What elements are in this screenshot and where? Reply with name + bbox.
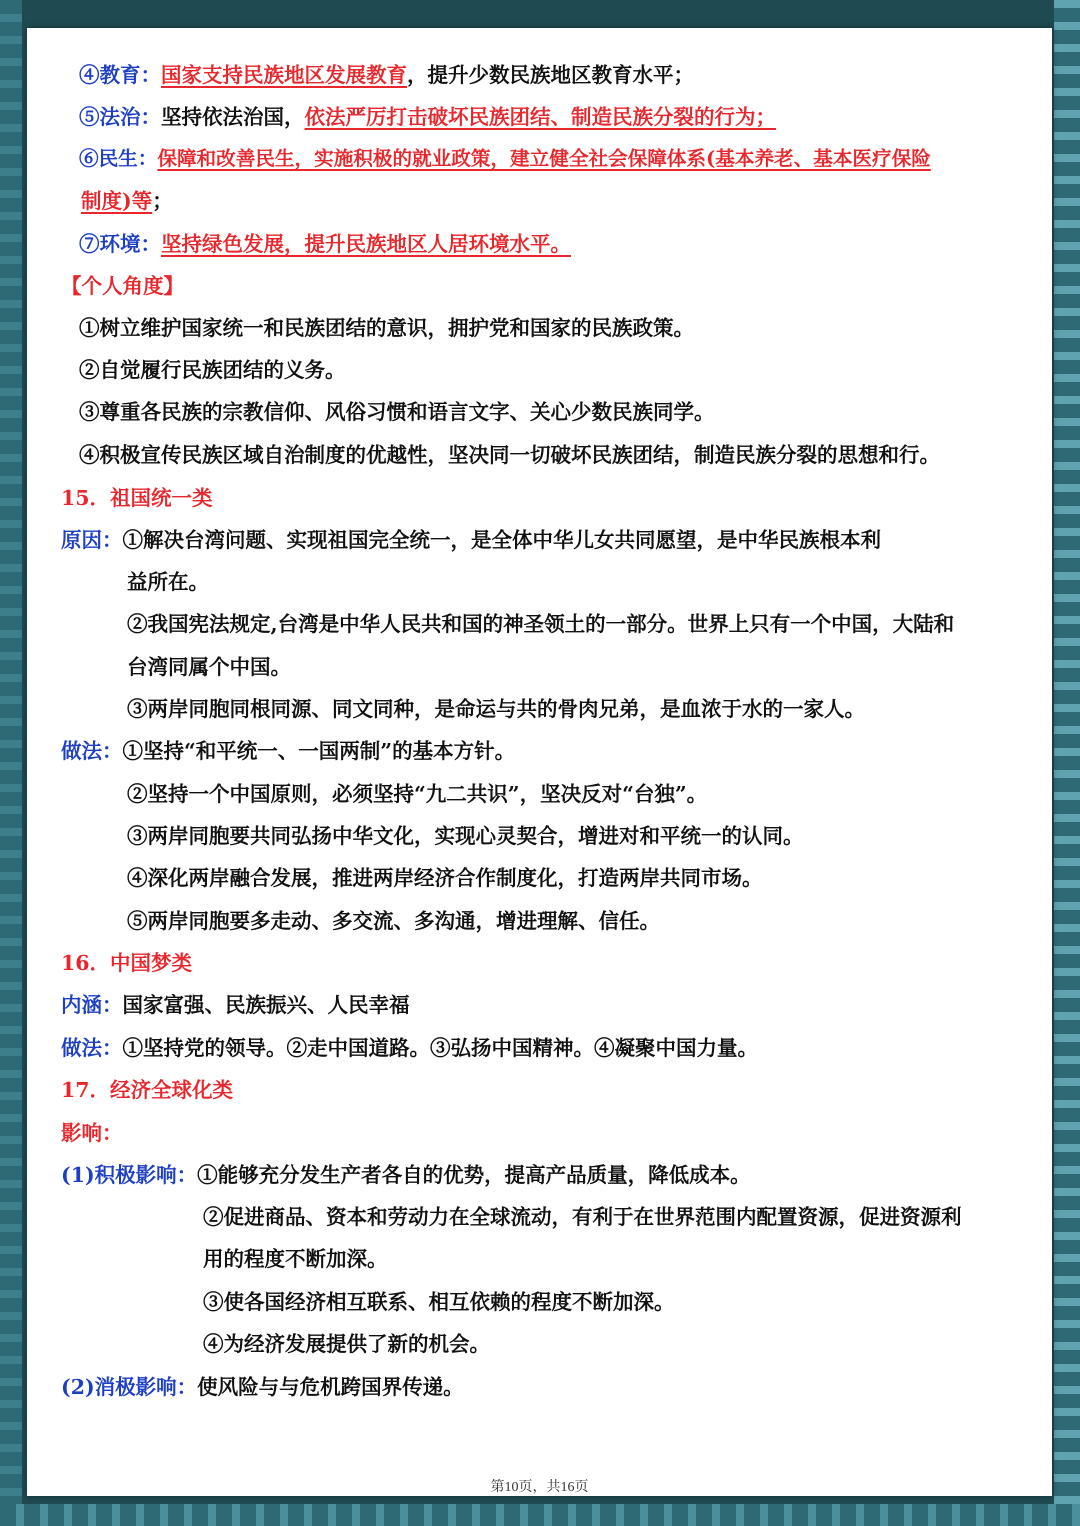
env-label: ⑦环境： bbox=[79, 232, 161, 256]
life-label: ⑥民生： bbox=[79, 147, 158, 170]
env-red-text: 坚持绿色发展，提升民族地区人居环境水平。 bbox=[161, 232, 571, 256]
life-end-text: ； bbox=[152, 189, 173, 213]
method-line-1 bbox=[61, 736, 515, 766]
dream-method-label: 做法： bbox=[61, 1036, 123, 1060]
law-label: ⑤法治： bbox=[79, 105, 161, 129]
right-frame-stripe bbox=[1054, 0, 1080, 1526]
positive-item-cont: 用的程度不断加深。 bbox=[203, 1247, 388, 1271]
negative-line bbox=[61, 1372, 464, 1402]
edu-red-text: 国家支持民族地区发展教育 bbox=[161, 63, 407, 87]
document-page bbox=[27, 28, 1052, 1496]
method-item: ④深化两岸融合发展，推进两岸经济合作制度化，打造两岸共同市场。 bbox=[127, 866, 763, 890]
method-item: ③两岸同胞要共同弘扬中华文化，实现心灵契合，增进对和平统一的认同。 bbox=[127, 824, 804, 848]
law-black-text: 坚持依法治国， bbox=[161, 105, 305, 129]
reason-1a-text: ①解决台湾问题、实现祖国完全统一，是全体中华儿女共同愿望，是中华民族根本利 bbox=[122, 528, 881, 552]
section-17-title: 17．经济全球化类 bbox=[61, 1078, 234, 1102]
life-red-text-2: 制度)等 bbox=[81, 189, 153, 213]
impact-label: 影响： bbox=[61, 1121, 123, 1145]
bottom-frame-stripe bbox=[0, 1504, 1080, 1526]
method-label: 做法： bbox=[61, 739, 123, 763]
positive-item: ①能够充分发生产者各自的优势，提高产品质量，降低成本。 bbox=[197, 1163, 751, 1187]
life-line-1 bbox=[79, 144, 931, 174]
page-number-footer: 第10页，共16页 bbox=[490, 1480, 589, 1495]
edu-label: ④教育： bbox=[79, 63, 161, 87]
life-red-text-1: 保障和改善民生，实施积极的就业政策，建立健全社会保障体系(基本养老、基本医疗保险 bbox=[157, 147, 931, 170]
negative-label: (2)消极影响： bbox=[61, 1375, 198, 1399]
method-item: ①坚持“和平统一、一国两制”的基本方针。 bbox=[122, 739, 516, 763]
reason-line-2a: ②我国宪法规定,台湾是中华人民共和国的神圣领土的一部分。世界上只有一个中国，大陆和 bbox=[127, 612, 955, 636]
reason-line-1b: 益所在。 bbox=[127, 570, 209, 594]
personal-item: ②自觉履行民族团结的义务。 bbox=[79, 358, 346, 382]
method-item: ②坚持一个中国原则，必须坚持“九二共识”，坚决反对“台独”。 bbox=[127, 782, 708, 806]
positive-item: ②促进商品、资本和劳动力在全球流动，有利于在世界范围内配置资源，促进资源利 bbox=[203, 1205, 962, 1229]
life-line-2 bbox=[81, 186, 173, 216]
reason-line-1 bbox=[61, 525, 881, 555]
reason-line-3: ③两岸同胞同根同源、同文同种，是命运与共的骨肉兄弟，是血浓于水的一家人。 bbox=[127, 697, 865, 721]
method-item: ⑤两岸同胞要多走动、多交流、多沟通，增进理解、信任。 bbox=[127, 909, 660, 933]
reason-label: 原因： bbox=[61, 528, 123, 552]
personal-item: ③尊重各民族的宗教信仰、风俗习惯和语言文字、关心少数民族同学。 bbox=[79, 400, 715, 424]
env-line bbox=[79, 229, 571, 259]
law-line bbox=[79, 102, 776, 132]
positive-item: ④为经济发展提供了新的机会。 bbox=[203, 1332, 490, 1356]
meaning-text: 国家富强、民族振兴、人民幸福 bbox=[122, 993, 410, 1017]
left-frame-stripe bbox=[0, 0, 22, 1526]
meaning-label: 内涵： bbox=[61, 993, 123, 1017]
negative-text: 使风险与与危机跨国界传递。 bbox=[197, 1375, 464, 1399]
dream-method-line bbox=[61, 1033, 758, 1063]
positive-line-1 bbox=[61, 1160, 751, 1190]
law-red-text: 依法严厉打击破坏民族团结、制造民族分裂的行为； bbox=[304, 105, 776, 129]
meaning-line bbox=[61, 990, 410, 1020]
section-16-title: 16．中国梦类 bbox=[61, 951, 193, 975]
reason-line-2b: 台湾同属个中国。 bbox=[127, 655, 291, 679]
edu-rest-text: ，提升少数民族地区教育水平； bbox=[407, 63, 694, 87]
positive-label: (1)积极影响： bbox=[61, 1163, 198, 1187]
section-15-title: 15．祖国统一类 bbox=[61, 486, 213, 510]
personal-heading: 【个人角度】 bbox=[61, 274, 184, 298]
positive-item: ③使各国经济相互联系、相互依赖的程度不断加深。 bbox=[203, 1290, 675, 1314]
personal-item: ④积极宣传民族区域自治制度的优越性，坚决同一切破坏民族团结，制造民族分裂的思想和行。 bbox=[79, 443, 940, 467]
dream-method-text: ①坚持党的领导。②走中国道路。③弘扬中国精神。④凝聚中国力量。 bbox=[122, 1036, 758, 1060]
edu-line bbox=[79, 60, 694, 90]
personal-item: ①树立维护国家统一和民族团结的意识，拥护党和国家的民族政策。 bbox=[79, 316, 694, 340]
